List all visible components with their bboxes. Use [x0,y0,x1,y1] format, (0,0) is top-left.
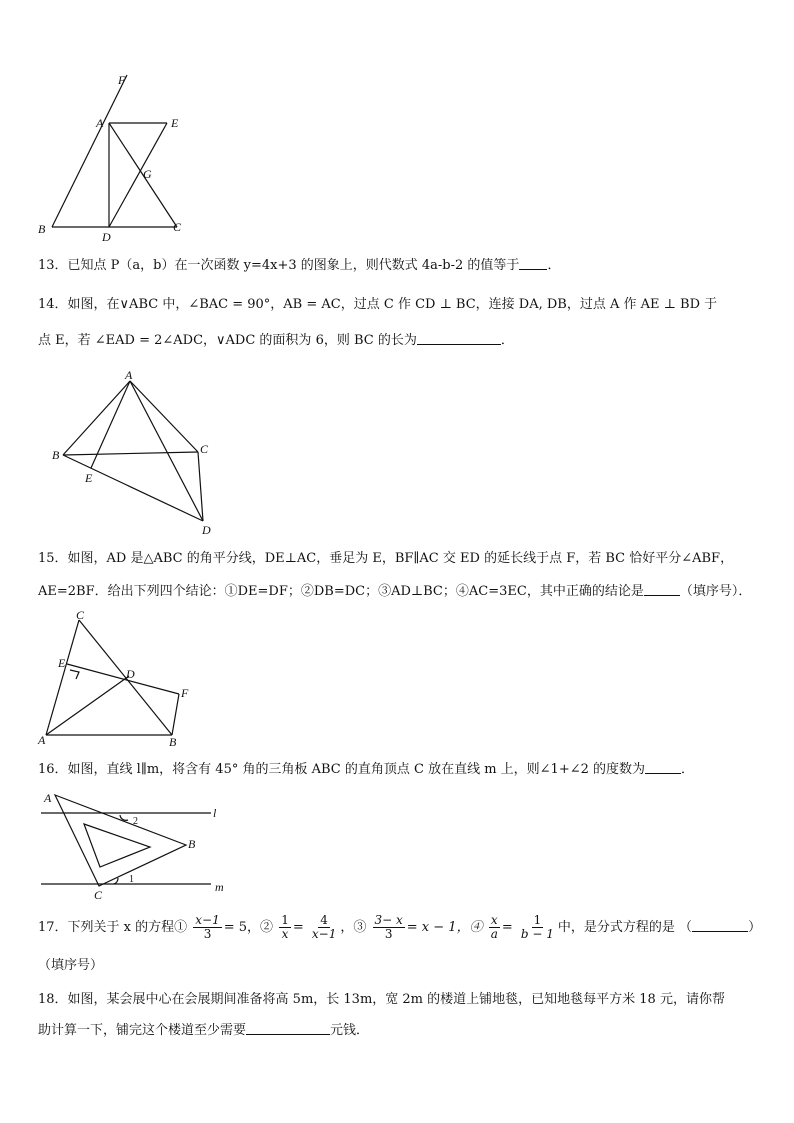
label-A: A [44,791,52,805]
label-C: C [200,442,209,456]
question-17-line2: （填序号） [38,958,104,973]
answer-blank-13[interactable] [519,257,547,270]
fraction-5: $\frac{x}{a}$ [490,913,498,941]
figure-q12 [30,70,200,245]
label-B: B [169,735,177,749]
figure-q16 [36,787,236,902]
label-A: A [96,116,104,130]
label-F: F [181,686,189,700]
label-E: E [171,116,179,130]
question-14-line2: 点 E，若 ∠EAD = 2∠ADC，∨ADC 的面积为 6，则 BC 的长为 ． [38,333,514,348]
label-D: D [202,523,211,537]
fraction-2: $\frac{1}{x}$ [281,913,289,941]
question-17: 17．下列关于 x 的方程① $\frac{x-1}{3}$ = 5，② $\frac{1}{x}$ = $\frac{4}{x-1}$ ，③ $\frac{3- x}{3}$ = x − 1，④ $\frac{x}{a}$ = $\frac{1}{b - 1}$ 中，是分式方程的是 （ ） [38,913,762,941]
label-G: G [143,167,152,181]
label-C: C [94,888,103,902]
label-m: m [215,880,224,894]
label-D: D [126,667,135,681]
label-C: C [76,608,85,622]
fraction-3: $\frac{4}{x-1}$ [311,913,337,941]
label-l: l [213,806,217,820]
label-B: B [188,837,196,851]
label-1: 1 [129,874,134,885]
fraction-4: $\frac{3- x}{3}$ [374,913,403,941]
answer-blank-17[interactable] [692,919,748,932]
answer-blank-18[interactable] [246,1022,330,1035]
label-2: 2 [133,816,138,827]
label-E: E [85,471,93,485]
question-13: 13．已知点 P（a，b）在一次函数 y=4x+3 的图象上，则代数式 4a-b-2 的值等于 ． [38,258,561,273]
label-F: F [118,73,126,87]
label-B: B [52,448,60,462]
label-C: C [173,220,182,234]
answer-blank-15[interactable] [644,583,680,596]
label-E: E [58,656,66,670]
label-B: B [38,222,46,236]
fraction-1: $\frac{x-1}{3}$ [195,913,220,941]
question-15-line1: 15．如图，AD 是△ABC 的角平分线，DE⊥AC，垂足为 E，BF∥AC 交 ED 的延长线于点 F，若 BC 恰好平分∠ABF， [38,551,734,566]
figure-q14 [48,368,218,540]
answer-blank-14[interactable] [417,332,501,345]
question-14-line1: 14．如图，在∨ABC 中，∠BAC = 90°，AB = AC，过点 C 作 CD ⊥ BC，连接 DA, DB，过点 A 作 AE ⊥ BD 于 [38,297,718,312]
question-18-line1: 18．如图，某会展中心在会展期间准备将高 5m，长 13m，宽 2m 的楼道上铺地毯，已知地毯每平方米 18 元，请你帮 [38,992,725,1007]
question-18-line2: 助计算一下，铺完这个楼道至少需要 元钱． [38,1023,370,1038]
answer-blank-16[interactable] [645,761,681,774]
question-15-line2: AE=2BF．给出下列四个结论：①DE=DF；②DB=DC；③AD⊥BC；④AC=3EC，其中正确的结论是 （填序号）． [38,584,752,599]
question-16: 16．如图，直线 l∥m，将含有 45° 角的三角板 ABC 的直角顶点 C 放在直线 m 上，则∠1+∠2 的度数为 ． [38,762,695,777]
label-D: D [102,230,111,244]
label-A: A [125,368,133,382]
label-A: A [38,733,46,747]
fraction-6: $\frac{1}{b - 1}$ [520,913,554,941]
figure-q15 [34,608,204,748]
